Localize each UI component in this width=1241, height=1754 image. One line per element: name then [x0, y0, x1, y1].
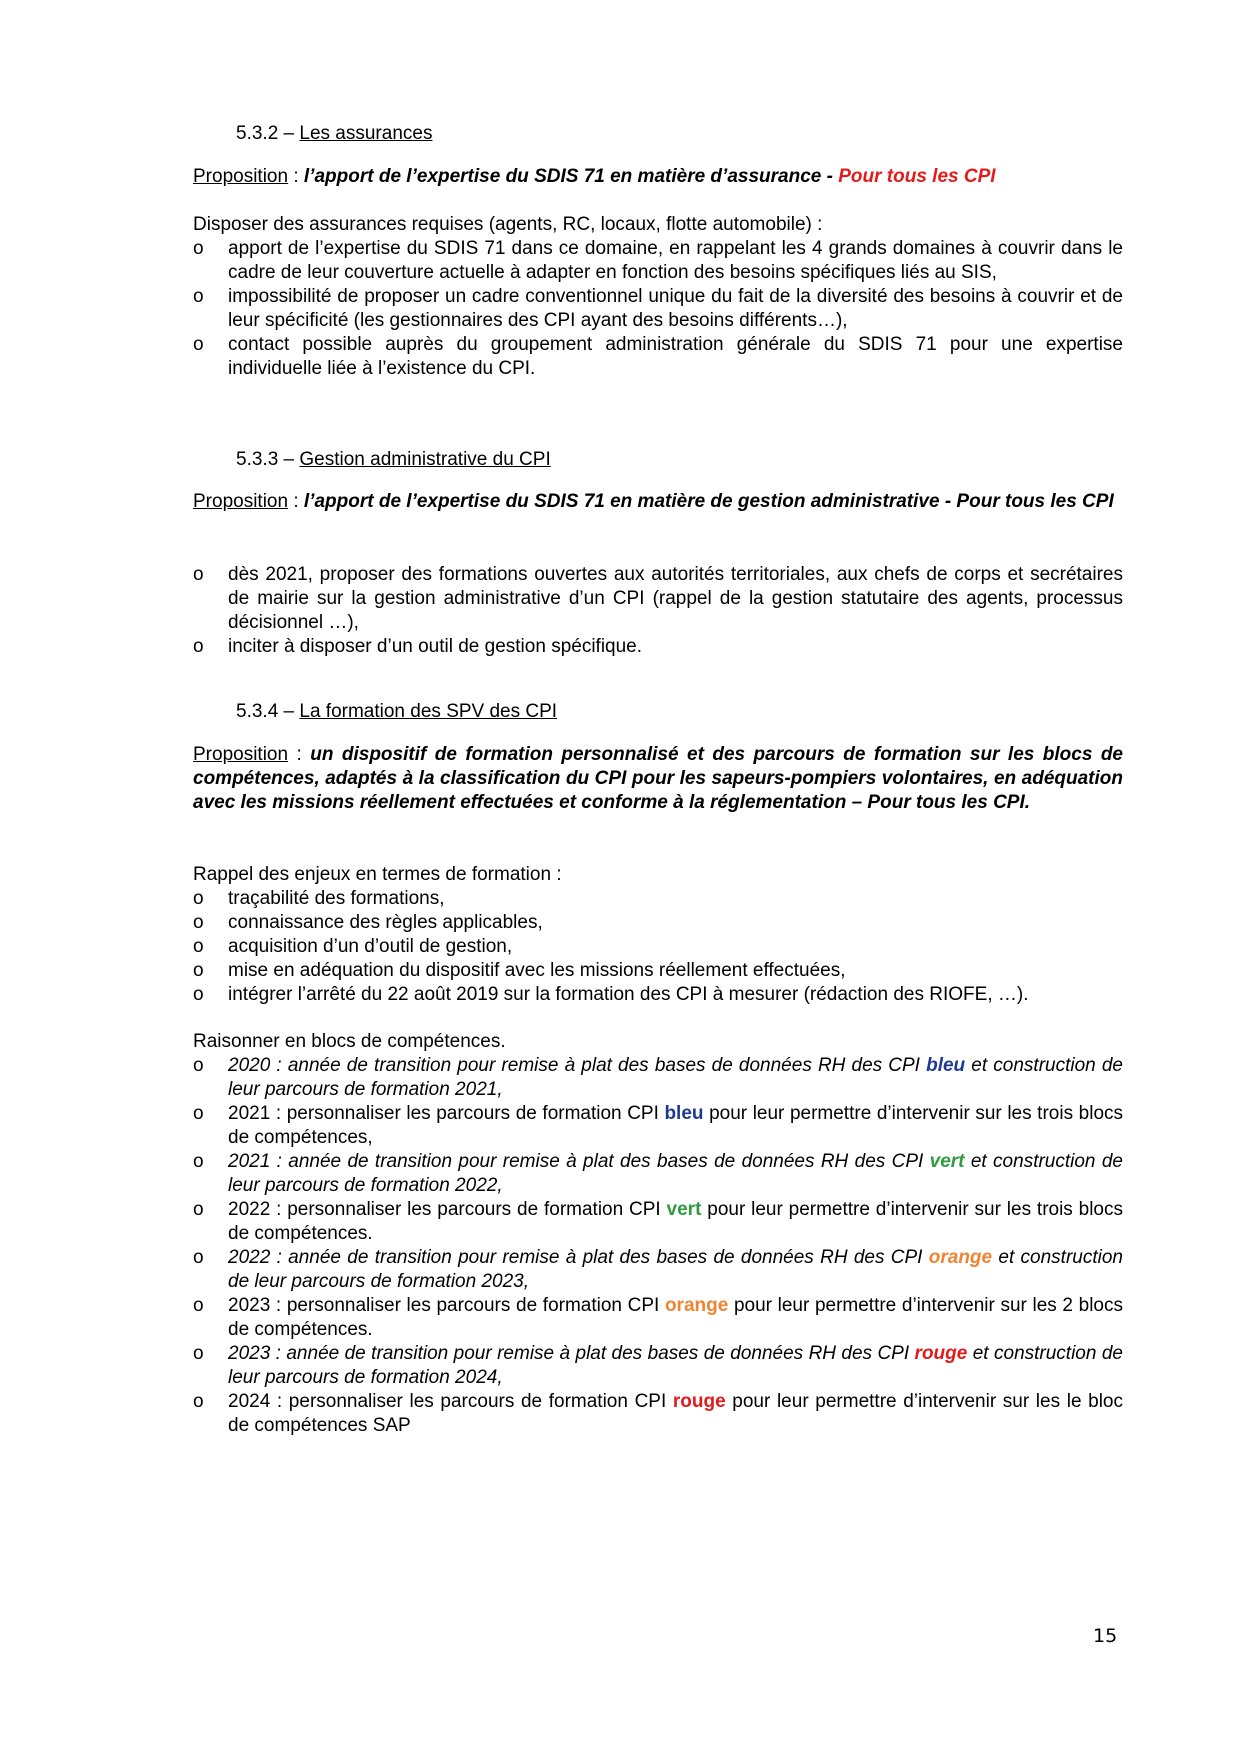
- item-text-before: 2022 : année de transition pour remise à plat des bases de données RH des CPI: [228, 1247, 929, 1268]
- bullet-icon: o: [193, 984, 204, 1005]
- list-item-text: [228, 1294, 1123, 1342]
- list-item: [193, 887, 1123, 911]
- list-item-text: [228, 1054, 1123, 1102]
- item-text-after: pour leur permettre d’intervenir sur les trois blocs de compétences,: [228, 1103, 1124, 1148]
- list-item-text: dès 2021, proposer des formations ouvertes aux autorités territoriales, aux chefs de corps et secrétaires de mairie sur la gestion administrative d’un CPI (rappel de la gestion statutaire des agents, processus décisionnel …),: [228, 564, 1123, 633]
- proposition-separator: :: [288, 744, 311, 765]
- proposition-label: Proposition: [193, 491, 289, 512]
- proposition-separator: :: [288, 491, 304, 512]
- item-text-before: 2024 : personnaliser les parcours de formation CPI: [228, 1391, 673, 1412]
- bullet-icon: o: [193, 1199, 204, 1220]
- item-text-before: 2023 : année de transition pour remise à plat des bases de données RH des CPI: [228, 1343, 915, 1364]
- item-text-before: 2022 : personnaliser les parcours de formation CPI: [228, 1199, 667, 1220]
- list-blocs: [193, 1054, 1123, 1438]
- color-word-rouge: rouge: [672, 1391, 726, 1412]
- color-word-bleu: bleu: [926, 1055, 966, 1076]
- list-item: [193, 911, 1123, 935]
- list-item-text: connaissance des règles applicables,: [228, 912, 543, 933]
- proposition-text: l’apport de l’expertise du SDIS 71 en matière de gestion administrative - Pour tous les CPI: [303, 491, 1114, 512]
- item-text-before: 2020 : année de transition pour remise à plat des bases de données RH des CPI: [228, 1055, 927, 1076]
- item-text-before: 2021 : personnaliser les parcours de formation CPI: [228, 1103, 665, 1124]
- list-item-text: inciter à disposer d’un outil de gestion spécifique.: [228, 636, 643, 657]
- bullet-icon: o: [193, 888, 204, 909]
- bullet-icon: o: [193, 564, 204, 585]
- list-item-text: [228, 1390, 1123, 1438]
- bullet-icon: o: [193, 1343, 204, 1364]
- rappel-intro: Rappel des enjeux en termes de formation :: [193, 864, 562, 885]
- bullet-icon: o: [193, 1295, 204, 1316]
- color-word-orange: orange: [928, 1247, 993, 1268]
- item-text-after: et construction de leur parcours de formation 2023,: [228, 1247, 1123, 1292]
- list-rappel: [193, 887, 1123, 1007]
- list-item: [193, 983, 1123, 1007]
- bullet-icon: o: [193, 1151, 204, 1172]
- proposition-5-3-2: [193, 165, 1123, 189]
- list-item: [193, 1054, 1123, 1102]
- bullet-icon: o: [193, 636, 204, 657]
- list-item-text: mise en adéquation du dispositif avec les missions réellement effectuées,: [228, 960, 846, 981]
- list-item: [193, 285, 1123, 333]
- list-item: [193, 237, 1123, 285]
- color-word-vert: vert: [929, 1151, 965, 1172]
- section-heading-5-3-2: [236, 122, 432, 146]
- intro-text: Disposer des assurances requises (agents, RC, locaux, flotte automobile) :: [193, 214, 823, 235]
- list-5-3-3: [193, 563, 1123, 659]
- color-word-orange: orange: [664, 1295, 729, 1316]
- proposition-5-3-3: [193, 490, 1123, 514]
- list-item: [193, 1342, 1123, 1390]
- list-item-text: [228, 1342, 1123, 1390]
- list-item: [193, 1294, 1123, 1342]
- item-text-after: pour leur permettre d’intervenir sur les trois blocs de compétences.: [228, 1199, 1123, 1244]
- section-title: La formation des SPV des CPI: [299, 701, 558, 722]
- proposition-label: Proposition: [193, 166, 289, 187]
- bullet-icon: o: [193, 960, 204, 981]
- list-5-3-2: [193, 237, 1123, 381]
- bullet-icon: o: [193, 286, 204, 307]
- list-item: [193, 1390, 1123, 1438]
- item-text-after: pour leur permettre d’intervenir sur les le bloc de compétences SAP: [228, 1391, 1123, 1436]
- section-title: Les assurances: [299, 123, 433, 144]
- proposition-text: l’apport de l’expertise du SDIS 71 en matière d’assurance -: [303, 166, 839, 187]
- list-item-text: impossibilité de proposer un cadre conventionnel unique du fait de la diversité des besoins à couvrir et de leur spécificité (les gestionnaires des CPI ayant des besoins différents…),: [228, 286, 1123, 331]
- list-item: [193, 563, 1123, 635]
- bullet-icon: o: [193, 238, 204, 259]
- item-text-after: et construction de leur parcours de formation 2022,: [228, 1151, 1123, 1196]
- list-item: [193, 1198, 1123, 1246]
- item-text-after: et construction de leur parcours de formation 2021,: [228, 1055, 1123, 1100]
- list-item-text: contact possible auprès du groupement administration générale du SDIS 71 pour une expertise individuelle liée à l’existence du CPI.: [228, 334, 1123, 379]
- section-heading-5-3-4: [236, 700, 557, 724]
- list-item: [193, 1246, 1123, 1294]
- list-item-text: [228, 1198, 1123, 1246]
- bullet-icon: o: [193, 912, 204, 933]
- list-item-text: traçabilité des formations,: [228, 888, 445, 909]
- bullet-icon: o: [193, 1247, 204, 1268]
- list-item: [193, 959, 1123, 983]
- proposition-separator: :: [288, 166, 304, 187]
- bullet-icon: o: [193, 1103, 204, 1124]
- section-heading-5-3-3: [236, 448, 551, 472]
- list-item-text: acquisition d’un d’outil de gestion,: [228, 936, 513, 957]
- list-item: [193, 935, 1123, 959]
- section-number: 5.3.4 –: [236, 701, 295, 722]
- color-word-bleu: bleu: [664, 1103, 704, 1124]
- bullet-icon: o: [193, 334, 204, 355]
- list-item: [193, 635, 1123, 659]
- list-item-text: apport de l’expertise du SDIS 71 dans ce domaine, en rappelant les 4 grands domaines à couvrir dans le cadre de leur couverture actuelle à adapter en fonction des besoins spécifiques liés au SIS,: [228, 238, 1123, 283]
- blocs-intro: Raisonner en blocs de compétences.: [193, 1031, 506, 1052]
- item-text-after: et construction de leur parcours de formation 2024,: [228, 1343, 1123, 1388]
- list-item-text: [228, 1246, 1123, 1294]
- list-item-text: [228, 1102, 1123, 1150]
- bullet-icon: o: [193, 1055, 204, 1076]
- page-number: 15: [1093, 1625, 1118, 1647]
- section-number: 5.3.2 –: [236, 123, 295, 144]
- proposition-label: Proposition: [193, 744, 289, 765]
- proposition-highlight: Pour tous les CPI: [838, 166, 996, 187]
- list-item-text: [228, 1150, 1123, 1198]
- proposition-5-3-4: [193, 743, 1123, 815]
- item-text-after: pour leur permettre d’intervenir sur les 2 blocs de compétences.: [228, 1295, 1123, 1340]
- list-item-text: intégrer l’arrêté du 22 août 2019 sur la formation des CPI à mesurer (rédaction des RIOFE, …).: [228, 984, 1029, 1005]
- section-number: 5.3.3 –: [236, 449, 295, 470]
- item-text-before: 2023 : personnaliser les parcours de formation CPI: [228, 1295, 665, 1316]
- list-item: [193, 1102, 1123, 1150]
- color-word-vert: vert: [666, 1199, 702, 1220]
- list-item: [193, 1150, 1123, 1198]
- proposition-text: un dispositif de formation personnalisé et des parcours de formation sur les blocs de compétences, adaptés à la classification du CPI pour les sapeurs-pompiers volontaires, en adéquation avec les missions réellement effectuées et conforme à la réglementation – Pour tous les CPI.: [193, 744, 1124, 813]
- item-text-before: 2021 : année de transition pour remise à plat des bases de données RH des CPI: [228, 1151, 930, 1172]
- bullet-icon: o: [193, 1391, 204, 1412]
- list-item: [193, 333, 1123, 381]
- section-title: Gestion administrative du CPI: [299, 449, 551, 470]
- color-word-rouge: rouge: [914, 1343, 968, 1364]
- bullet-icon: o: [193, 936, 204, 957]
